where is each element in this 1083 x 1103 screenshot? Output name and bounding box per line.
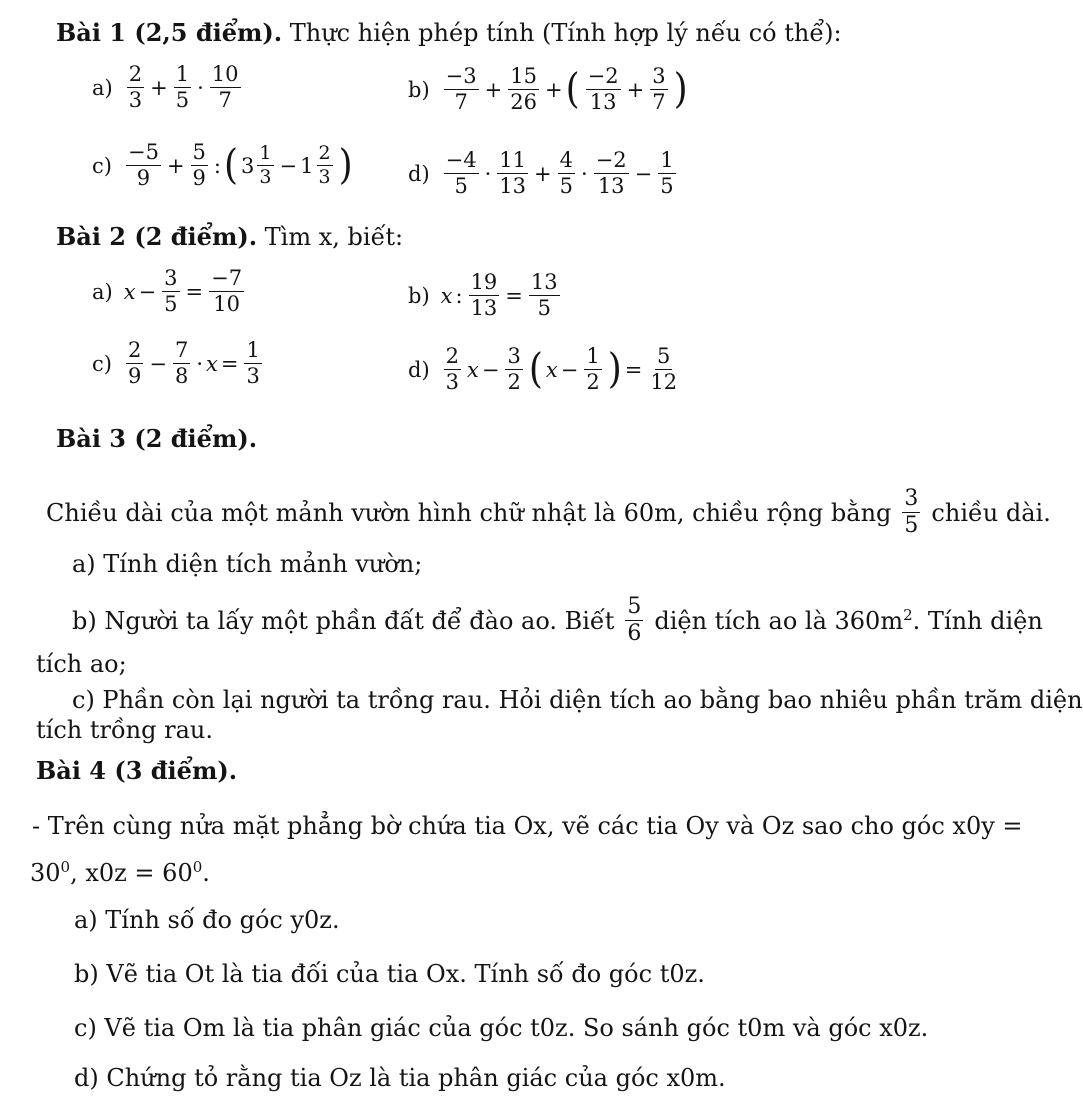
denominator: 5	[537, 296, 551, 320]
fraction	[902, 488, 920, 537]
variable: x	[467, 357, 479, 382]
fraction	[173, 340, 190, 387]
denominator: 9	[136, 166, 151, 190]
denominator: 3	[246, 364, 260, 388]
denominator: 5	[904, 513, 919, 538]
label: d)	[408, 161, 430, 186]
whole: 3	[241, 153, 255, 178]
fraction	[558, 150, 575, 197]
bai3-a: a) Tính diện tích mảnh vườn;	[72, 550, 423, 578]
fraction	[244, 340, 261, 387]
denominator: 5	[660, 174, 674, 198]
operator: −	[634, 161, 653, 186]
fraction	[658, 150, 675, 197]
numerator: 4	[559, 148, 574, 172]
bai2-d	[408, 346, 682, 393]
label: a)	[92, 279, 113, 304]
fraction	[650, 66, 667, 113]
denominator: 5	[454, 174, 468, 198]
denominator: 9	[127, 364, 142, 388]
bai2-c	[92, 340, 265, 387]
fraction	[209, 268, 244, 315]
label: b)	[408, 77, 430, 102]
bai4-intro-line1: - Trên cùng nửa mặt phẳng bờ chứa tia Ox, vẽ các tia Oy và Oz sao cho góc x0y =	[32, 812, 1023, 840]
bai3-c-line2: tích trồng rau.	[36, 716, 213, 744]
numerator: −7	[211, 266, 243, 290]
fraction	[529, 272, 560, 319]
denominator: 2	[586, 370, 600, 394]
fraction	[257, 144, 273, 187]
variable: x	[440, 283, 453, 308]
numerator: 3	[164, 266, 178, 290]
denominator: 3	[318, 166, 331, 188]
numerator: 2	[127, 338, 142, 362]
denominator: 10	[213, 292, 240, 316]
area-value: diện tích ao là 360m	[654, 607, 904, 635]
bai2-title-bold: Bài 2 (2 điểm).	[56, 222, 258, 251]
variable: x	[206, 351, 218, 376]
denominator: 13	[499, 174, 527, 198]
bai3-intro-text: Chiều dài của một mảnh vườn hình chữ nhật là 60m, chiều rộng bằng	[46, 498, 892, 527]
numerator: 1	[259, 142, 272, 164]
paren: (	[528, 345, 543, 393]
fraction	[127, 64, 144, 111]
denominator: 5	[559, 174, 574, 198]
denominator: 13	[597, 174, 625, 198]
bai1-title-rest: Thực hiện phép tính (Tính hợp lý nếu có thể):	[282, 19, 842, 47]
bai3-intro	[46, 488, 1051, 537]
denominator: 7	[218, 88, 232, 112]
operator: +	[626, 77, 645, 102]
fraction	[317, 144, 333, 187]
fraction	[469, 272, 500, 319]
denominator: 5	[164, 292, 178, 316]
label: b)	[408, 283, 430, 308]
fraction	[594, 150, 629, 197]
fraction	[584, 346, 601, 393]
operator: :	[455, 283, 463, 308]
paren: (	[565, 65, 580, 113]
denominator: 5	[175, 88, 190, 112]
operator: +	[484, 77, 503, 102]
bai3-c-line1: c) Phần còn lại người ta trồng rau. Hỏi diện tích ao bằng bao nhiêu phần trăm diện	[72, 686, 1083, 714]
numerator: 15	[510, 64, 537, 88]
denominator: 13	[470, 296, 498, 320]
paren: )	[607, 345, 622, 393]
bai4-b: b) Vẽ tia Ot là tia đối của tia Ox. Tính số đo góc t0z.	[74, 960, 705, 988]
fraction	[126, 340, 143, 387]
fraction	[648, 346, 679, 393]
denominator: 12	[650, 370, 678, 394]
numerator: 5	[627, 594, 642, 619]
denominator: 7	[652, 90, 666, 114]
mixed-number	[300, 144, 335, 187]
fraction	[126, 142, 161, 189]
whole: 1	[300, 153, 314, 178]
fraction	[444, 66, 479, 113]
bai3-intro-text-end: chiều dài.	[931, 498, 1051, 527]
operator: +	[544, 77, 563, 102]
operator: :	[213, 153, 221, 178]
operator: ·	[196, 351, 204, 376]
fraction	[497, 150, 528, 197]
degree-mark: 0	[60, 858, 71, 876]
paren: )	[673, 65, 688, 113]
bai3-b-continued: tích ao;	[36, 650, 127, 678]
operator: −	[560, 357, 579, 382]
variable: x	[123, 279, 136, 304]
bai1-b	[408, 66, 688, 113]
label: d)	[408, 357, 430, 382]
numerator: 5	[192, 140, 206, 164]
angle-value: 30	[30, 859, 61, 887]
fraction	[586, 66, 621, 113]
operator: ·	[581, 161, 588, 186]
denominator: 3	[445, 370, 460, 394]
numerator: −2	[595, 148, 627, 172]
fraction	[210, 64, 241, 111]
fraction	[505, 346, 522, 393]
numerator: 1	[660, 148, 674, 172]
numerator: −5	[127, 140, 159, 164]
denominator: 8	[174, 364, 189, 388]
numerator: 2	[128, 62, 143, 86]
denominator: 9	[192, 166, 206, 190]
mixed-number	[241, 144, 276, 187]
fraction	[174, 64, 191, 111]
fraction	[508, 66, 539, 113]
numerator: 1	[246, 338, 260, 362]
label: c)	[92, 351, 112, 376]
operator: ·	[484, 161, 492, 186]
numerator: −2	[587, 64, 619, 88]
bai4-a: a) Tính số đo góc y0z.	[74, 906, 340, 934]
operator: −	[279, 153, 298, 178]
numerator: 3	[652, 64, 666, 88]
bai1-heading	[56, 18, 842, 47]
operator: =	[505, 283, 523, 308]
bai4-d: d) Chứng tỏ rằng tia Oz là tia phân giác của góc x0m.	[74, 1064, 726, 1092]
numerator: 5	[657, 344, 671, 368]
operator: −	[138, 279, 157, 304]
numerator: 1	[175, 62, 190, 86]
bai2-b	[408, 272, 563, 319]
numerator: −3	[445, 64, 477, 88]
bai3-b-text: b) Người ta lấy một phần đất để đào ao. Biết	[72, 606, 615, 635]
bai1-c	[92, 142, 353, 189]
denominator: 7	[454, 90, 468, 114]
denominator: 3	[128, 88, 143, 112]
fraction	[625, 596, 643, 645]
operator: =	[185, 279, 204, 304]
operator: ·	[197, 75, 204, 100]
operator: −	[149, 351, 167, 376]
operator: +	[534, 161, 552, 186]
denominator: 2	[507, 370, 521, 394]
label: c)	[92, 153, 112, 178]
numerator: 3	[507, 344, 521, 368]
numerator: −4	[445, 148, 477, 172]
bai3-b-text-mid	[654, 606, 1042, 635]
degree-mark: 0	[192, 858, 203, 876]
fraction	[162, 268, 179, 315]
bai2-heading	[56, 222, 403, 251]
operator: +	[166, 153, 185, 178]
bai1-a	[92, 64, 244, 111]
bai1-title-bold: Bài 1 (2,5 điểm).	[56, 18, 283, 47]
numerator: 19	[470, 270, 498, 294]
denominator: 6	[627, 621, 642, 646]
denominator: 26	[510, 90, 537, 114]
numerator: 11	[499, 148, 527, 172]
bai4-heading: Bài 4 (3 điểm).	[36, 756, 238, 785]
numerator: 1	[586, 344, 600, 368]
operator: +	[150, 75, 168, 100]
paren: )	[338, 141, 353, 189]
bai4-c: c) Vẽ tia Om là tia phân giác của góc t0z. So sánh góc t0m và góc x0z.	[74, 1014, 929, 1042]
operator: =	[220, 351, 239, 376]
bai2-a	[92, 268, 247, 315]
fraction	[444, 150, 479, 197]
numerator: 13	[530, 270, 558, 294]
operator: −	[481, 357, 500, 382]
bai3-b-text-end: . Tính diện	[912, 607, 1043, 635]
numerator: 7	[174, 338, 189, 362]
angle-value: , x0z = 60	[70, 859, 193, 887]
numerator: 2	[318, 142, 331, 164]
bai3-b	[72, 596, 1043, 645]
operator: =	[624, 357, 643, 382]
bai2-title-rest: Tìm x, biết:	[257, 223, 404, 251]
bai3-heading: Bài 3 (2 điểm).	[56, 424, 258, 453]
denominator: 3	[259, 166, 272, 188]
label: a)	[92, 75, 113, 100]
variable: x	[545, 357, 558, 382]
denominator: 13	[589, 90, 617, 114]
bai4-intro-line2	[30, 858, 210, 887]
superscript: 2	[903, 606, 913, 624]
paren: (	[224, 141, 239, 189]
numerator: 10	[211, 62, 239, 86]
numerator: 2	[445, 344, 460, 368]
bai1-d	[408, 150, 679, 197]
fraction	[191, 142, 208, 189]
numerator: 3	[904, 486, 919, 511]
punctuation: .	[202, 859, 210, 887]
fraction	[444, 346, 461, 393]
